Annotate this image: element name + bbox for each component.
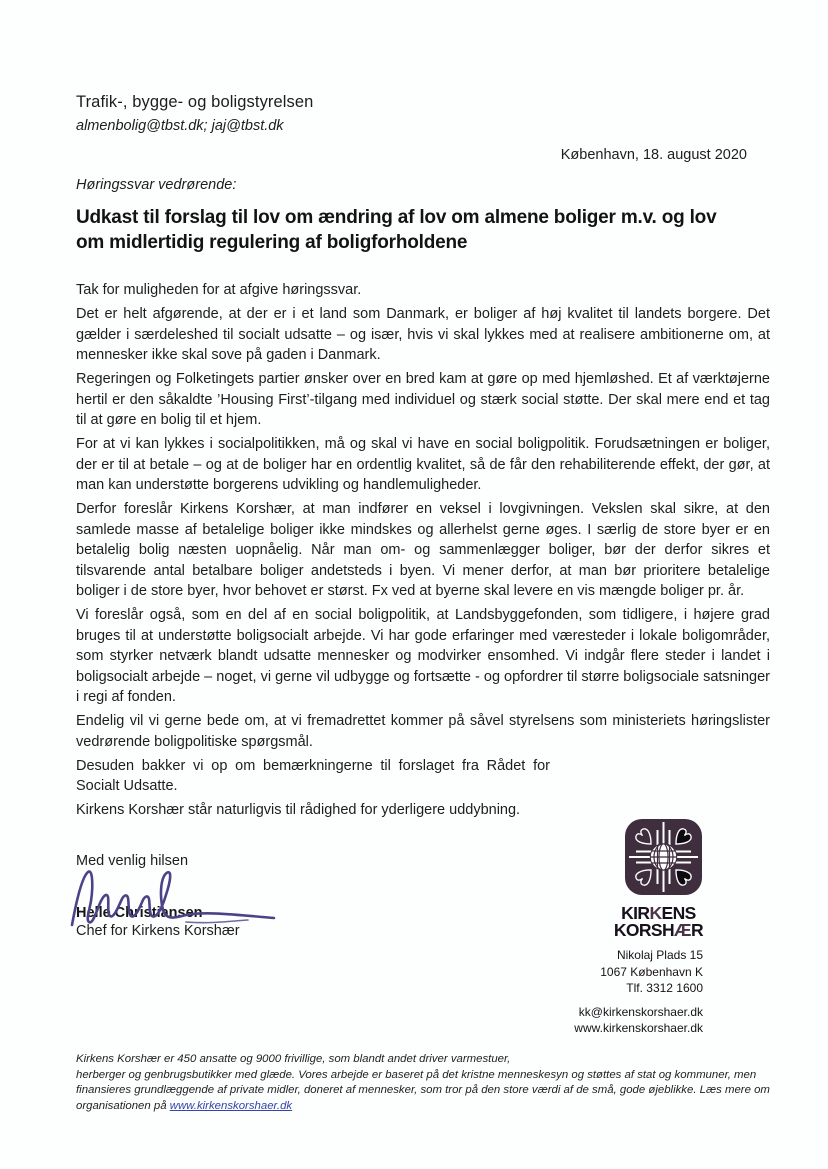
org-email: kk@kirkenskorshaer.dk [578,1004,703,1019]
signer-role: Chef for Kirkens Korshær [76,922,240,939]
org-address-line: Tlf. 3312 1600 [626,981,703,995]
raadet-paragraph: Desuden bakker vi op om bemærkningerne til forslaget fra Rådet for Socialt Udsatte. [76,757,550,794]
letter-title-line1: Udkast til forslag til lov om ændring af lov om almene boliger m.v. og lov [76,207,717,228]
letter-title [76,206,770,255]
org-contact [483,1004,703,1037]
closing-phrase: Med venlig hilsen [76,852,189,869]
subject-label: Høringssvar vedrørende: [76,177,237,193]
body-paragraph: Regeringen og Folketingets partier ønsker over en bred kam at gøre op med hjemløshed. Et af værktøjerne hertil er den såkaldte ’Housing First’-tilgang med individuel og stærk social støtte. Der skal mere end et tag til at gøre en bolig til et hjem. [76,371,770,428]
body-paragraph: Det er helt afgørende, at der er i et land som Danmark, er boliger af høj kvalitet til landets borgere. Det gælder i særdeleshed til socialt udsatte – og især, hvis vi skal lykkes med at realisere ambitionerne om, at mennesker ikke skal sove på gaden i Danmark. [76,306,770,363]
org-wordmark [614,905,703,938]
body-paragraph: For at vi kan lykkes i socialpolitikken, må og skal vi have en social boligpolitik. Forudsætningen er boliger, der er til at betale – og at de boliger har en ordentlig kvalitet, så de får den rehabiliterende effekt, der gør, at man kan understøtte borgerens udvikling og handlemuligheder. [76,436,770,493]
footer-body: herberger og genbrugsbutikker med glæde. Vores arbejde er baseret på det kristne menneskesyn og støttes af stat og kommuner, men finansieres grundlæggende af private midler, doneret af mennesker, som tror på den store værdi af de små, gode øjeblikke. Læs mere om organisationen på www.kirkenskorshaer.dk [76,1068,770,1112]
raadighed-paragraph: Kirkens Korshær står naturligvis til rådighed for yderligere uddybning. [76,802,521,818]
org-website: www.kirkenskorshaer.dk [574,1021,703,1035]
body-paragraph: Endelig vil vi gerne bede om, at vi fremadrettet kommer på såvel styrelsens som ministeriets høringslister vedrørende boligpolitiske spørgsmål. [76,713,770,750]
recipient-name: Trafik-, bygge- og boligstyrelsen [76,93,314,111]
org-info-column [483,818,703,1037]
org-address [483,947,703,997]
body-paragraph: Derfor foreslår Kirkens Korshær, at man indfører en veksel i lovgivningen. Vekslen skal sikre, at den samlede masse af betalelige boliger ikke mindskes og allerhelst gerne øges. I særlig de store byer er en betalelig bolig næsten uopnåelig. Når man om- og sammenlægger boliger, bør der derfor sikres et tilsvarende antal betalbare boliger andetsteds i byen. Vi mener derfor, at man bør prioritere betalelige boliger i de store byer, hvor behovet er størst. Fx ved at byerne skal levere en vis mængde boliger pr. år. [76,501,770,599]
letter-title-line2: om midlertidig regulering af boligforholdene [76,231,468,253]
signer-name: Helle Christiansen [76,904,203,921]
footer-link[interactable]: www.kirkenskorshaer.dk [169,1099,293,1112]
kirkens-korshaer-logo-icon [624,818,703,896]
recipient-emails: almenbolig@tbst.dk; jaj@tbst.dk [76,118,284,134]
org-address-line: Nikolaj Plads 15 [616,948,703,962]
dateline: København, 18. august 2020 [560,147,747,163]
org-address-line: 1067 København K [600,964,703,979]
footer-line1: Kirkens Korshær er 450 ansatte og 9000 frivillige, som blandt andet driver varmestuer, [76,1053,511,1065]
footer-note [76,1052,776,1114]
body-paragraph: Vi foreslår også, som en del af en social boligpolitik, at Landsbyggefonden, som tidligere, i højere grad bruges til at understøtte boligsocialt arbejde. Vi har gode erfaringer med væresteder i lokale boligområder, som styrker netværk blandt udsatte mennesker og modvirker ensomhed. Vi indgår flere steder i landet i boligsocialt arbejde – noget, vi gerne vil udbygge og fortsætte - og opfordrer til større boligsociale satsninger i regi af fonden. [76,607,770,705]
org-wordmark-line1: KIRKENS [621,903,696,923]
globe-icon [650,844,677,870]
letter-body [76,0,770,939]
org-wordmark-line2: KORSHÆR [613,919,703,940]
body-paragraph: Tak for muligheden for at afgive høringssvar. [76,282,362,298]
